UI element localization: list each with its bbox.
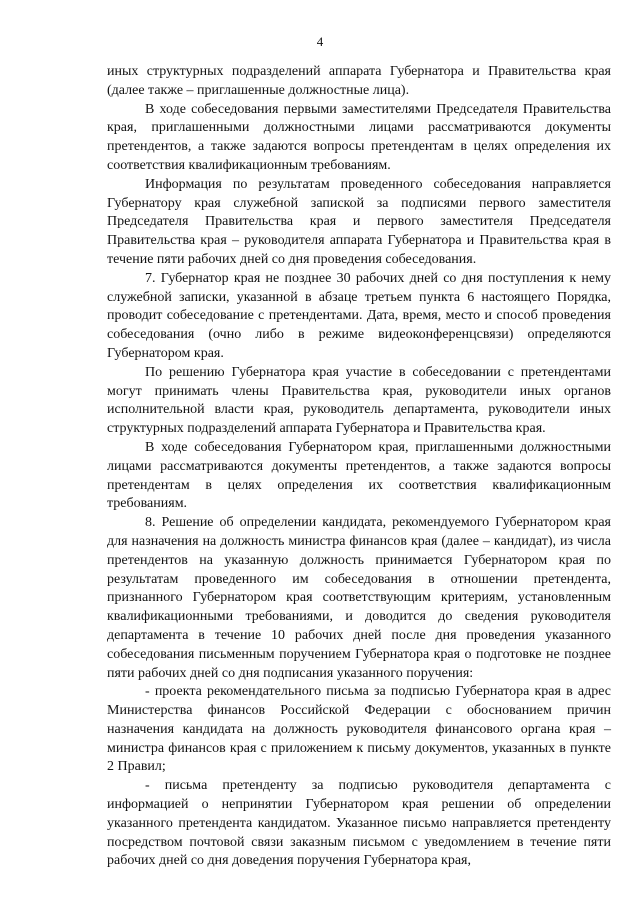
- paragraph: Информация по результатам проведенного собеседования направляется Губернатору края служебной запиской за подписями первого заместителя Председателя Правительства края и первого заместителя Председателя Правительства края – руководителя аппарата Губернатора и Правительства края в течение пяти рабочих дней со дня проведения собеседования.: [107, 176, 611, 267]
- list-item: - письма претенденту за подписью руководителя департамента с информацией о непринятии Губернатором края решении об определении указанного претендента кандидатом. Указанное письмо направляется претенденту посредством почтовой связи заказным письмом с уведомлением в течение пяти рабочих дней со дня доведения поручения Губернатора края,: [107, 778, 611, 869]
- document-body: [107, 63, 611, 871]
- paragraph-continuation: иных структурных подразделений аппарата Губернатора и Правительства края (далее также – приглашенные должностные лица).: [107, 64, 611, 98]
- paragraph: В ходе собеседования Губернатором края, приглашенными должностными лицами рассматриваются документы претендентов, а также задаются вопросы претендентам в целях определения их соответствия квалификационным требованиям.: [107, 439, 611, 512]
- paragraph: По решению Губернатора края участие в собеседовании с претендентами могут принимать члены Правительства края, руководители иных органов исполнительной власти края, руководитель департамента, руководители иных структурных подразделений аппарата Губернатора и Правительства края.: [107, 364, 611, 437]
- paragraph-item-7: 7. Губернатор края не позднее 30 рабочих дней со дня поступления к нему служебной записки, указанной в абзаце третьем пункта 6 настоящего Порядка, проводит собеседование с претендентами. Дата, время, место и способ проведения собеседования (очно либо в режиме видеоконференцсвязи) определяются Губернатором края.: [107, 270, 611, 361]
- page-number: 4: [316, 34, 324, 49]
- paragraph: В ходе собеседования первыми заместителями Председателя Правительства края, приглашенными должностными лицами рассматриваются документы претендентов, а также задаются вопросы претендентам в целях определения их соответствия квалификационным требованиям.: [107, 101, 611, 173]
- list-item: - проекта рекомендательного письма за подписью Губернатора края в адрес Министерства финансов Российской Федерации с обоснованием причин назначения кандидата на должность руководителя финансового органа края – министра финансов края с приложением к письму документов, указанных в пункте 2 Правил;: [107, 684, 611, 775]
- paragraph-item-8: 8. Решение об определении кандидата, рекомендуемого Губернатором края для назначения на должность министра финансов края (далее – кандидат), из числа претендентов на указанную должность принимается Губернатором края по результатам проведенного им собеседования в отношении претендента, признанного Губернатором края соответствующим критериям, установленным квалификационными требованиями, и доводится до сведения руководителя департамента в течение 10 рабочих дней после дня проведения указанного собеседования письменным поручением Губернатора края о подготовке не позднее пяти рабочих дней со дня подписания указанного поручения:: [107, 515, 611, 681]
